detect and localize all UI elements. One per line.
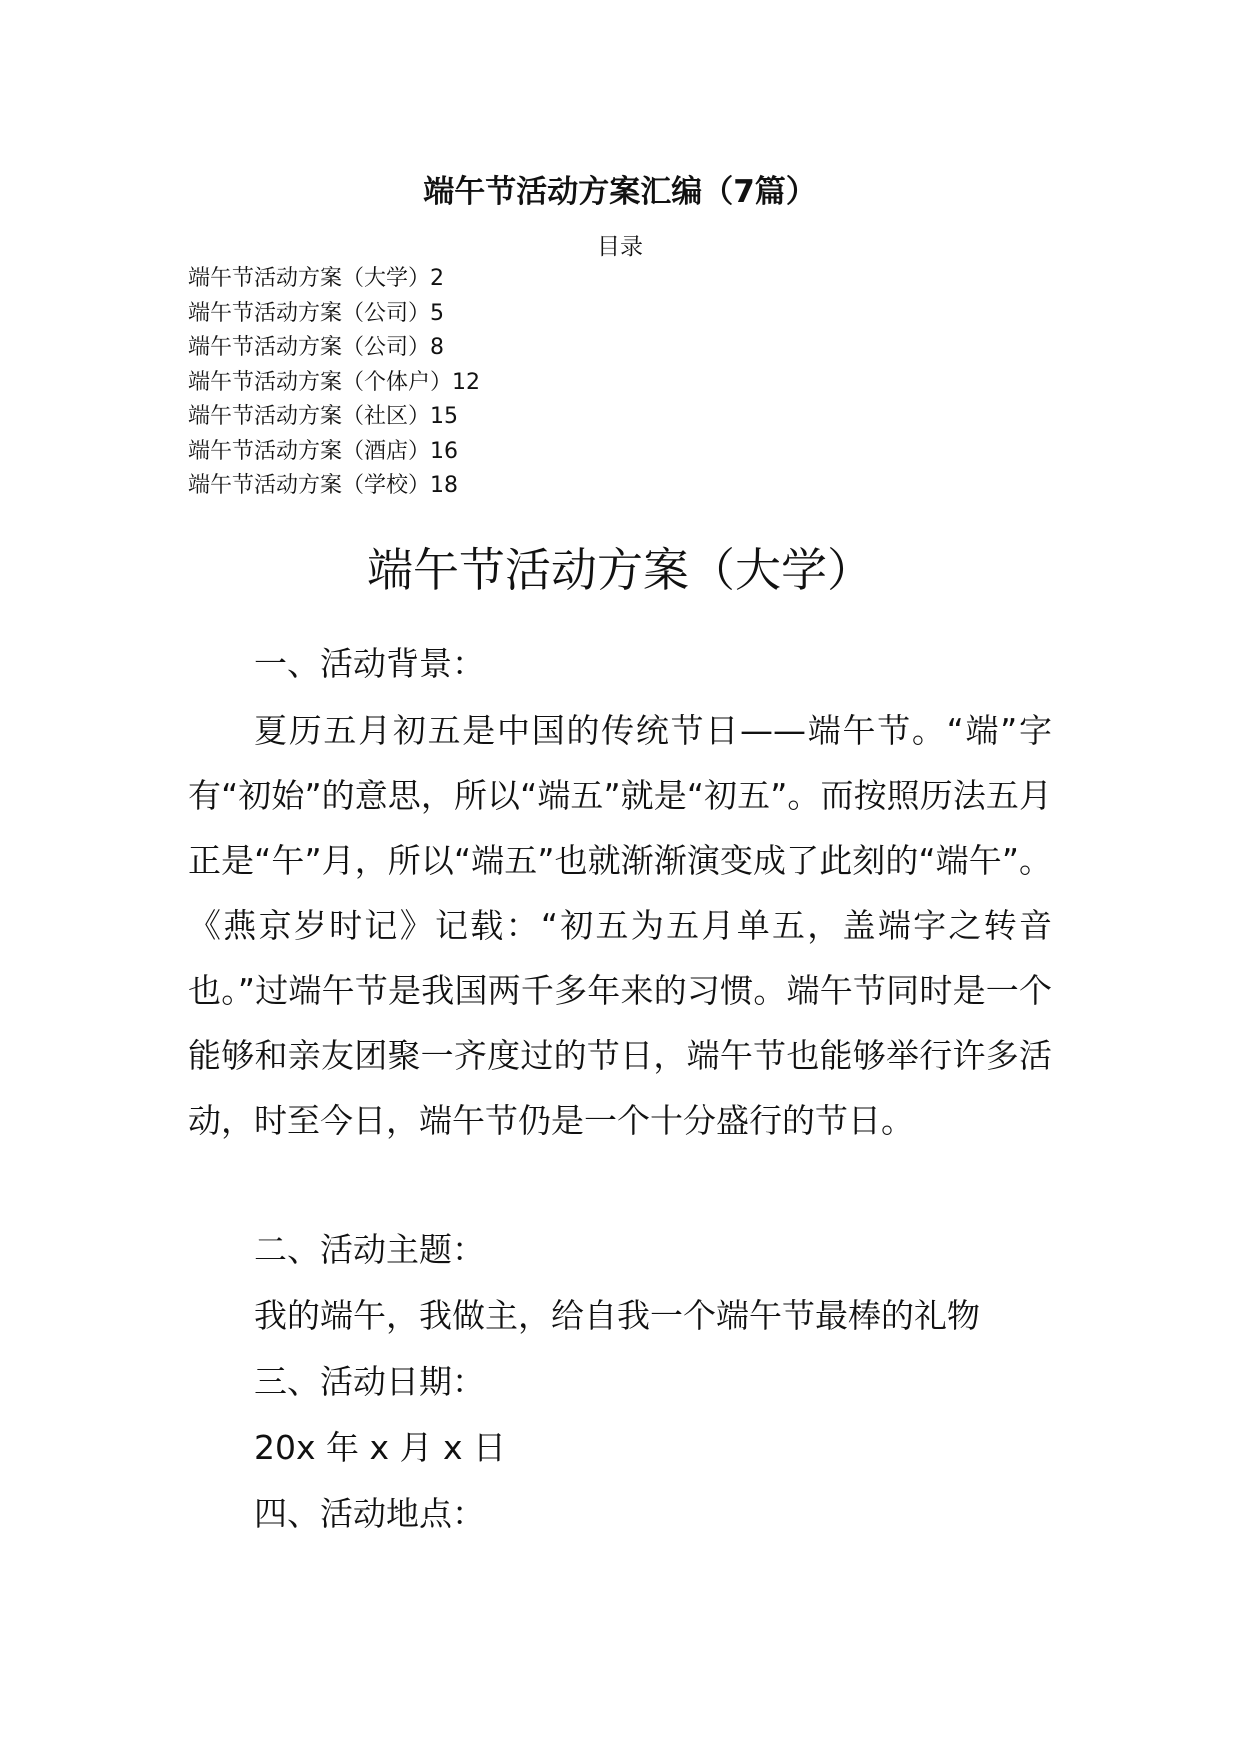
toc-item-text: 端午节活动方案（公司） <box>188 300 431 326</box>
toc-item-page: 16 <box>430 438 459 464</box>
toc-heading: 目录 <box>597 234 643 260</box>
toc-item[interactable] <box>188 469 480 504</box>
heading-theme: 二、活动主题： <box>254 1230 485 1269</box>
toc-item-text: 端午节活动方案（大学） <box>188 266 431 291</box>
background-paragraph: 夏历五月初五是中国的传统节日——端午节。“端”字有“初始”的意思，所以“端五”就是“初五”。而按照历法五月正是“午”月，所以“端五”也就渐渐演变成了此刻的“端午”。《燕京岁时记》记载：“初五为五月单五，盖端字之转音也。”过端午节是我国两千多年来的习惯。端午节同时是一个能够和亲友团聚一齐度过的节日，端午节也能够举行许多活动，时至今日，端午节仍是一个十分盛行的节日。 <box>188 711 1052 1140</box>
toc-item[interactable] <box>188 435 480 470</box>
toc-item[interactable] <box>188 400 480 435</box>
toc-item-text: 端午节活动方案（学校） <box>188 473 431 498</box>
toc-item-page: 18 <box>430 473 459 498</box>
toc-item-page: 8 <box>430 335 445 360</box>
toc-item[interactable] <box>188 262 480 297</box>
toc-item-page: 12 <box>452 369 481 395</box>
date-text: 20x 年 x 月 x 日 <box>254 1428 507 1467</box>
document-title: 端午节活动方案汇编（7篇） <box>423 174 817 210</box>
toc-item[interactable] <box>188 331 480 366</box>
toc-item-page: 15 <box>430 404 459 429</box>
toc-item-page: 2 <box>430 266 445 291</box>
toc-item-text: 端午节活动方案（公司） <box>188 335 431 360</box>
toc-item-text: 端午节活动方案（酒店） <box>188 438 431 464</box>
toc-item-page: 5 <box>430 300 445 326</box>
section-title: 端午节活动方案（大学） <box>367 543 873 597</box>
toc-item[interactable] <box>188 366 480 401</box>
toc-item-text: 端午节活动方案（个体户） <box>188 369 453 395</box>
table-of-contents <box>188 262 480 504</box>
theme-text: 我的端午，我做主，给自我一个端午节最棒的礼物 <box>254 1296 980 1335</box>
heading-date: 三、活动日期： <box>254 1362 485 1401</box>
heading-location: 四、活动地点： <box>254 1494 485 1533</box>
toc-item-text: 端午节活动方案（社区） <box>188 404 431 429</box>
toc-item[interactable] <box>188 297 480 332</box>
heading-background: 一、活动背景： <box>254 644 485 683</box>
